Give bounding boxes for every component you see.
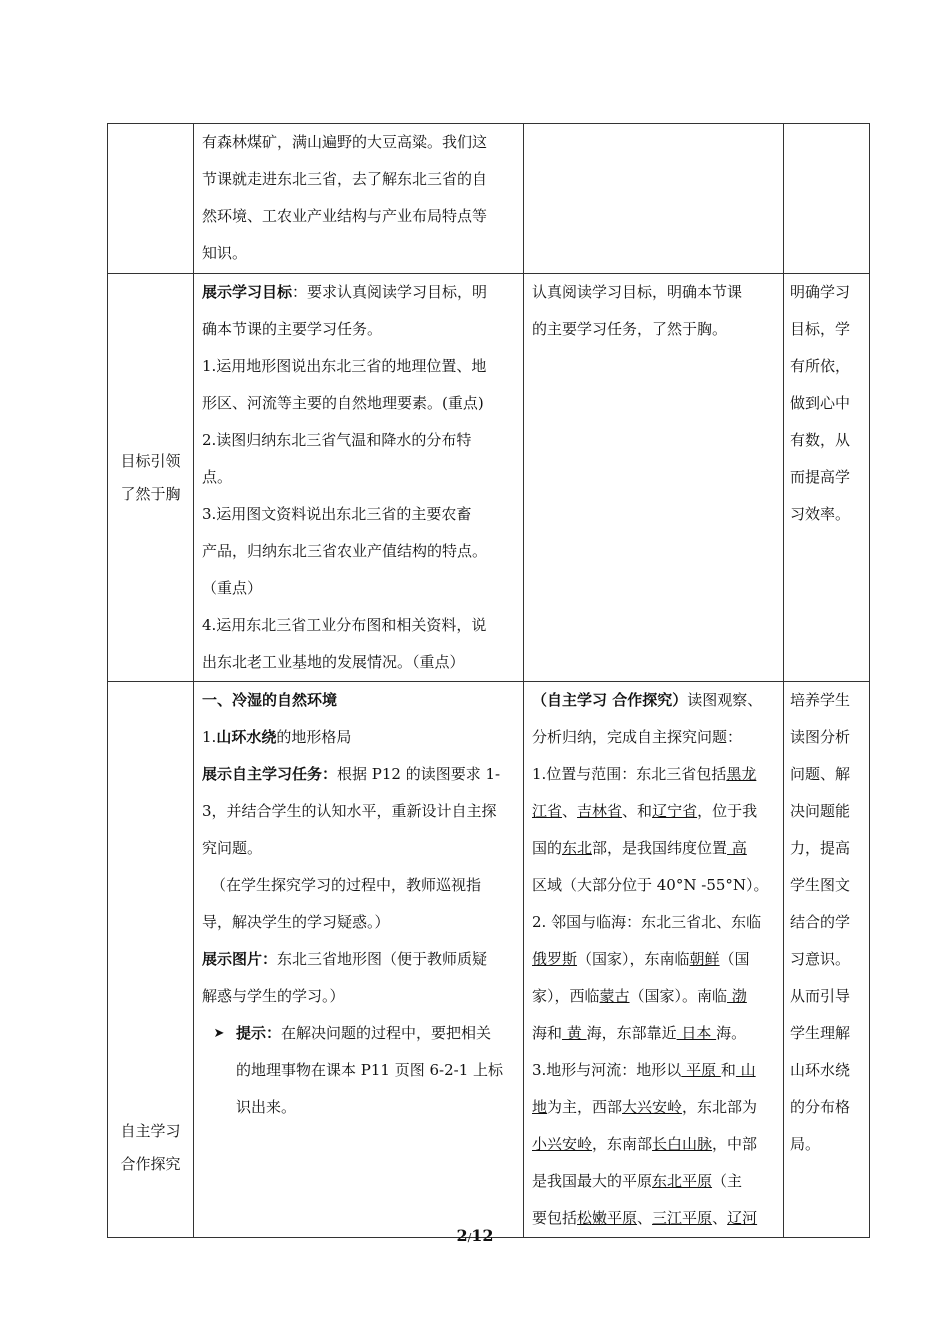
text-line: 学生图文 (790, 876, 851, 894)
goal-line: 产品，归纳东北三省农业产值结构的特点。 (202, 542, 488, 560)
teacher-activity-cell (194, 274, 524, 682)
stage-label: 自主学习 (120, 1122, 181, 1140)
stage-cell (108, 682, 194, 1238)
answer-line: 3.地形与河流：地形以 平原 和 山 (532, 1061, 756, 1079)
table-row (108, 124, 870, 274)
table-row (108, 682, 870, 1238)
stage-label: 了然于胸 (120, 484, 181, 503)
text-line: （自主学习 合作探究）读图观察、 (532, 691, 763, 709)
answer-line: 地为主，西部大兴安岭，东北部为 (532, 1098, 758, 1116)
goal-line: （重点） (202, 579, 263, 597)
text-line: 展示图片：东北三省地形图（便于教师质疑 (202, 950, 488, 968)
goal-line: 形区、河流等主要的自然地理要素。(重点) (202, 394, 484, 412)
text-line: 学生理解 (790, 1024, 851, 1042)
text-line: 展示学习目标：要求认真阅读学习目标，明 (202, 283, 488, 301)
lesson-plan-table (107, 123, 870, 1238)
text-line: 展示自主学习任务：根据 P12 的读图要求 1- (202, 765, 501, 783)
text-line: 3，并结合学生的认知水平，重新设计自主探 (202, 802, 497, 820)
student-activity-cell (524, 682, 784, 1238)
text-line: 习意识。 (790, 950, 851, 968)
text-line: 确本节课的主要学习任务。 (202, 320, 383, 338)
answer-line: 区域（大部分位于 40°N -55°N）。 (532, 876, 769, 894)
text-line: 知识。 (202, 244, 248, 262)
text-line: 局。 (790, 1135, 821, 1153)
text-line: 1.山环水绕的地形格局 (202, 728, 352, 746)
student-activity-cell-empty (524, 124, 784, 274)
answer-line: 1.位置与范围：东北三省包括黑龙 (532, 765, 757, 783)
answer-line: 要包括松嫩平原、三江平原、辽河 (532, 1209, 758, 1227)
answer-line: 是我国最大的平原东北平原（主 (532, 1172, 743, 1190)
stage-label: 合作探究 (120, 1155, 181, 1173)
text-line: 究问题。 (202, 839, 263, 857)
design-intent-cell-empty (784, 124, 870, 274)
answer-line: 小兴安岭，东南部长白山脉，中部 (532, 1135, 758, 1153)
text-line: 山环水绕 (790, 1061, 851, 1079)
arrow-bullet-icon: ➤ (213, 1026, 225, 1041)
hint-title: 提示： (236, 1024, 282, 1042)
text-line: 从而引导 (790, 987, 851, 1005)
design-intent-cell (784, 682, 870, 1238)
section-title: 一、冷湿的自然环境 (202, 691, 338, 709)
goal-line: 4.运用东北三省工业分布图和相关资料，说 (202, 616, 487, 634)
page-current: 2 (456, 1226, 468, 1245)
text-line: 培养学生 (790, 691, 851, 709)
goals-title: 展示学习目标 (202, 283, 293, 301)
goal-line: 1.运用地形图说出东北三省的地理位置、地 (202, 357, 487, 375)
stage-cell-empty (108, 124, 194, 274)
text-line: 问题、解 (790, 765, 851, 783)
text-line: 有所依， (790, 357, 851, 375)
text-line: 分析归纳，完成自主探究问题： (532, 728, 743, 746)
text-line: 的分布格 (790, 1098, 851, 1116)
goal-line: 3.运用图文资料说出东北三省的主要农畜 (202, 505, 472, 523)
answer-line: 家），西临蒙古（国家）。南临 渤 (532, 987, 747, 1005)
answer-line: 江省、吉林省、和辽宁省，位于我 (532, 802, 758, 820)
text-line: 而提高学 (790, 468, 851, 486)
picture-title: 展示图片： (202, 950, 278, 968)
text-line: 目标，学 (790, 320, 851, 338)
text-line: 决问题能 (790, 802, 851, 820)
text-line: 有数，从 (790, 431, 851, 449)
text-line: （在学生探究学习的过程中，教师巡视指 (211, 876, 482, 894)
hint-block (202, 1015, 515, 1126)
answer-line: 国的东北部，是我国纬度位置 高 (532, 839, 747, 857)
teacher-activity-cell (194, 682, 524, 1238)
page-separator: / (467, 1231, 472, 1244)
text-line: 有森林煤矿，满山遍野的大豆高粱。我们这 (202, 133, 488, 151)
answer-line: 海和 黄 海，东部靠近 日本 海。 (532, 1024, 747, 1042)
stage-label: 目标引领 (120, 451, 181, 470)
goal-line: 点。 (202, 468, 233, 486)
teacher-activity-cell (194, 124, 524, 274)
text-line: 明确学习 (790, 283, 851, 301)
hint-text: 提示：在解决问题的过程中，要把相关 的地理事物在课本 P11 页图 6-2-1 上标 识出来。 (236, 1024, 504, 1116)
text-line: 习效率。 (790, 505, 851, 523)
text-line: 认真阅读学习目标，明确本节课 (532, 283, 743, 301)
text-line: 做到心中 (790, 394, 851, 412)
text-line: 解惑与学生的学习。） (202, 987, 345, 1005)
text-line: 然环境、工农业产业结构与产业布局特点等 (202, 207, 488, 225)
goal-line: 2.读图归纳东北三省气温和降水的分布特 (202, 431, 472, 449)
table-row (108, 274, 870, 682)
text-line: 读图分析 (790, 728, 851, 746)
page-number (0, 1226, 950, 1245)
goal-line: 出东北老工业基地的发展情况。（重点） (202, 653, 465, 671)
task-title: 展示自主学习任务： (202, 765, 338, 783)
student-activity-cell (524, 274, 784, 682)
design-intent-cell (784, 274, 870, 682)
text-line: 的主要学习任务，了然于胸。 (532, 320, 728, 338)
text-line: 节课就走进东北三省，去了解东北三省的自 (202, 170, 488, 188)
text-line: 导，解决学生的学习疑惑。） (202, 913, 390, 931)
stage-cell (108, 274, 194, 682)
text-line: 力，提高 (790, 839, 851, 857)
page-total: 12 (471, 1226, 494, 1245)
answer-line: 2. 邻国与临海：东北三省北、东临 (532, 913, 762, 931)
answer-line: 俄罗斯（国家），东南临朝鲜（国 (532, 950, 750, 968)
text-line: 结合的学 (790, 913, 851, 931)
